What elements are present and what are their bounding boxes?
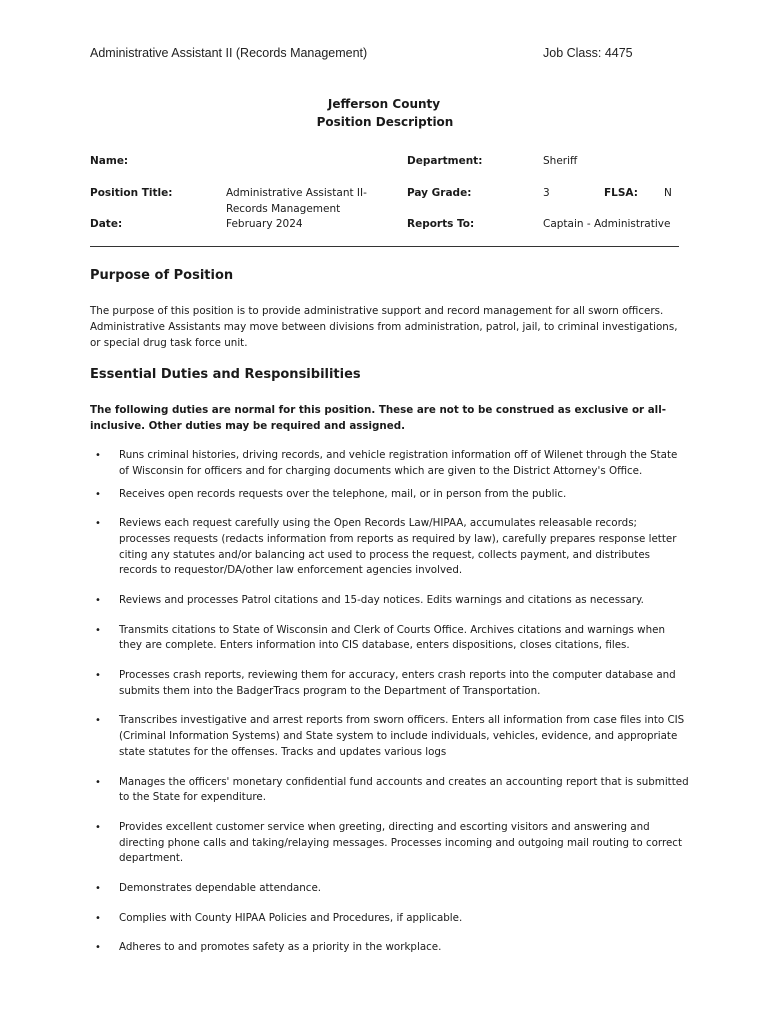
header-job-title: Administrative Assistant II (Records Management) <box>90 46 368 60</box>
position-description-title: Position Description <box>316 115 454 129</box>
duty-text: Receives open records requests over the telephone, mail, or in person from the public. <box>119 488 567 501</box>
list-item <box>90 940 690 956</box>
list-item <box>90 516 690 579</box>
bullet-icon: • <box>95 883 101 895</box>
date-label: Date: <box>90 218 123 230</box>
bullet-icon: • <box>95 450 101 461</box>
list-item <box>90 881 690 897</box>
list-item <box>90 668 690 699</box>
duties-heading: Essential Duties and Responsibilities <box>90 367 361 382</box>
section-divider <box>90 246 679 247</box>
duty-text: Reviews each request carefully using the Open Records Law/HIPAA, accumulates releasable records; processes requests (redacts information from reports as required by law), carefully prepares response letter citing any statutes and/or balancing act used to process the request, collects payment, and distributes records to requestor/DA/other law enforcement agencies involved. <box>119 517 677 577</box>
purpose-paragraph <box>90 303 690 351</box>
flsa-value: N <box>664 187 672 199</box>
department-value: Sheriff <box>543 155 578 167</box>
list-item <box>90 623 690 654</box>
duties-list <box>90 448 690 956</box>
purpose-text: The purpose of this position is to provide administrative support and record management for all sworn officers. Administrative Assistants may move between divisions from administration, patrol, jail, to criminal investigations, or special drug task force unit. <box>90 305 678 349</box>
list-item <box>90 487 690 503</box>
position-title-value-line2: Records Management <box>226 203 341 215</box>
bullet-icon: • <box>95 489 101 501</box>
duty-text: Reviews and processes Patrol citations and 15-day notices. Edits warnings and citations as necessary. <box>119 593 644 606</box>
duty-text: Adheres to and promotes safety as a priority in the workplace. <box>119 941 442 954</box>
duty-text: Manages the officers' monetary confidential fund accounts and creates an accounting report that is submitted to the State for expenditure. <box>119 775 689 804</box>
duty-text: Transmits citations to State of Wisconsin and Clerk of Courts Office. Archives citations and warnings when they are complete. Enters information into CIS database, enters dispositions, closes citations, files. <box>119 623 665 652</box>
reports-to-value: Captain - Administrative <box>543 218 671 230</box>
flsa-label: FLSA: <box>604 187 638 199</box>
name-label: Name: <box>90 155 129 167</box>
header-job-class: Job Class: 4475 <box>543 46 633 60</box>
bullet-icon: • <box>95 912 101 924</box>
bullet-icon: • <box>95 594 101 606</box>
list-item <box>90 775 690 806</box>
list-item <box>90 911 690 927</box>
department-label: Department: <box>407 155 483 167</box>
duty-text: Demonstrates dependable attendance. <box>119 882 322 895</box>
bullet-icon: • <box>95 670 101 682</box>
pay-grade-label: Pay Grade: <box>407 187 472 199</box>
list-item <box>90 820 690 867</box>
duties-intro: The following duties are normal for this position. These are not to be construed as exclusive or all-inclusive. Other duties may be required and assigned. <box>90 404 667 432</box>
bullet-icon: • <box>95 624 101 636</box>
duty-text: Runs criminal histories, driving records, and vehicle registration information off of Wilenet through the State of Wisconsin for officers and for charging documents which are given to the District Attorney's Office. <box>119 449 678 477</box>
bullet-icon: • <box>95 715 101 727</box>
bullet-icon: • <box>95 518 101 530</box>
duty-text: Provides excellent customer service when greeting, directing and escorting visitors and answering and directing phone calls and taking/relaying messages. Processes incoming and outgoing mail routing to correct department. <box>119 820 683 865</box>
duty-text: Complies with County HIPAA Policies and Procedures, if applicable. <box>119 911 463 924</box>
pay-grade-value: 3 <box>543 187 550 199</box>
position-title-value-line1: Administrative Assistant II- <box>226 187 367 199</box>
list-item <box>90 448 690 479</box>
position-title-label: Position Title: <box>90 187 173 199</box>
running-header <box>90 46 634 62</box>
duty-text: Transcribes investigative and arrest reports from sworn officers. Enters all information from case files into CIS (Criminal Information Systems) and State system to include individuals, vehicles, evidence, and appropriate state statutes for the offenses. Tracks and updates various logs <box>119 714 685 758</box>
duties-intro-paragraph <box>90 402 690 434</box>
list-item <box>90 713 690 760</box>
bullet-icon: • <box>95 776 101 788</box>
duty-text: Processes crash reports, reviewing them for accuracy, enters crash reports into the computer database and submits them into the BadgerTracs program to the Department of Transportation. <box>119 669 676 697</box>
list-item <box>90 593 690 609</box>
date-value: February 2024 <box>226 218 303 230</box>
document-title <box>0 95 770 131</box>
bullet-icon: • <box>95 821 101 833</box>
reports-to-label: Reports To: <box>407 218 475 230</box>
bullet-icon: • <box>95 942 101 954</box>
purpose-heading: Purpose of Position <box>90 268 234 283</box>
county-title: Jefferson County <box>327 97 441 111</box>
